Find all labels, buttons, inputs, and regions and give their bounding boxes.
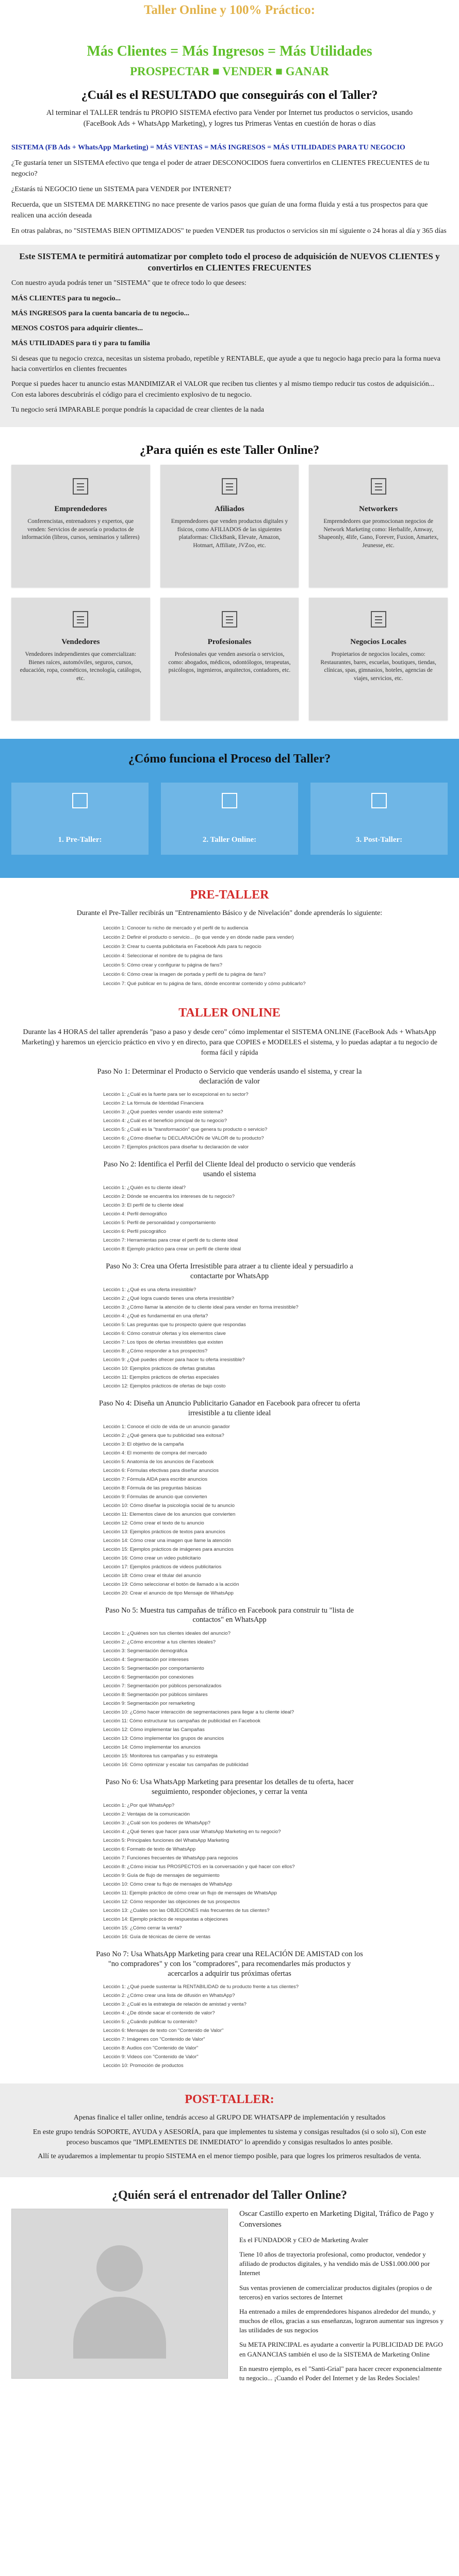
lesson-item: Lección 12: Cómo responder las objeciones de tus prospectos — [103, 1899, 240, 1905]
lesson-item: Lección 7: Qué publicar en tu página de fans, dónde encontrar contenido y cómo publicarlo? — [103, 980, 306, 987]
audience-card-title: Vendedores — [61, 638, 100, 647]
online-step-title: Paso No 7: Usa WhatsApp Marketing para crear una RELACIÓN DE AMISTAD con los "no compradores" y con los "compradores", para recomendarles más productos y acercarlos a adquirir tus próximas ofertas — [96, 1950, 363, 1978]
lesson-item: Lección 3: El perfil de tu cliente ideal — [103, 1202, 184, 1209]
lesson-item: Lección 1: ¿Qué puede sustentar la RENTABILIDAD de tu producto frente a tus clientes? — [103, 1984, 299, 1990]
how-steps — [0, 783, 459, 855]
lesson-item: Lección 13: Ejemplos prácticos de textos para anuncios — [103, 1529, 225, 1535]
audience-card-title: Networkers — [359, 505, 398, 514]
document-icon — [73, 611, 88, 628]
system-p4: En otras palabras, no "SISTEMAS BIEN OPTIMIZADOS" te pueden VENDER tus productos o servicios sin mí siguiente o 24 horas al día y 365 días — [11, 227, 447, 235]
post-heading: POST-TALLER: — [185, 2093, 274, 2107]
benefit-income: MÁS INGRESOS para la cuenta bancaria de tu negocio... — [11, 309, 189, 317]
trainer-heading: ¿Quién será el entrenador del Taller Online? — [111, 2188, 348, 2202]
lesson-item: Lección 6: Formato de texto de WhatsApp — [103, 1846, 196, 1852]
hero-title: Taller Online y 100% Práctico: — [144, 3, 315, 17]
lesson-item: Lección 10: Ejemplos prácticos de ofertas gratuitas — [103, 1365, 216, 1371]
lesson-item: Lección 6: Cómo construir ofertas y los elementos clave — [103, 1330, 226, 1336]
automation-p1: Si deseas que tu negocio crezca, necesitas un sistema probado, repetible y RENTABLE, que ayude a que tu negocio haga precio para la forma nueva hacia convertirlos en clientes frecuentes — [11, 354, 440, 374]
lesson-item: Lección 7: Fórmula AIDA para escribir anuncios — [103, 1476, 208, 1482]
lesson-item: Lección 8: Ejemplo práctico para crear un perfil de cliente ideal — [103, 1246, 241, 1252]
lesson-item: Lección 1: Conocer tu nicho de mercado y el perfil de tu audiencia — [103, 925, 249, 931]
lesson-item: Lección 6: Mensajes de texto con "Contenido de Valor" — [103, 2028, 224, 2034]
pretaller-lessons — [103, 924, 459, 989]
lesson-item: Lección 5: Las preguntas que tu prospecto quiere que respondas — [103, 1321, 246, 1328]
lesson-item: Lección 4: Perfil demográfico — [103, 1211, 167, 1217]
automation-intro: Con nuestro ayuda podrás tener un "SISTEMA" que te ofrece todo lo que desees: — [11, 279, 247, 287]
trainer-p4: Ha entrenado a miles de emprendedores hispanos alrededor del mundo, y muchos de ellos, gracias a sus enseñanzas, lograron aumentar sus ingresos y las utilidades de sus negocios — [239, 2307, 444, 2334]
lesson-item: Lección 13: Cómo implementar los grupos de anuncios — [103, 1736, 224, 1742]
lesson-item: Lección 8: Segmentación por públicos similares — [103, 1692, 208, 1698]
lesson-item: Lección 6: Fórmulas efectivas para diseñar anuncios — [103, 1467, 219, 1473]
audience-card-title: Afiliados — [215, 505, 244, 514]
audience-section — [0, 444, 459, 720]
document-icon — [371, 478, 386, 495]
online-step — [0, 1067, 459, 1152]
lesson-item: Lección 8: Audios con "Contenido de Valor" — [103, 2045, 199, 2052]
process-step-card — [161, 783, 298, 855]
audience-cards — [0, 465, 459, 720]
automation-band — [0, 245, 459, 427]
lesson-item: Lección 1: ¿Cuál es la fuerte para ser lo excepcional en tu sector? — [103, 1092, 249, 1098]
lesson-item: Lección 2: ¿Cómo crear una lista de difusión en WhatsApp? — [103, 1993, 235, 1999]
lesson-item: Lección 3: ¿Cómo llamar la atención de tu cliente ideal para vender en forma irresistible? — [103, 1304, 299, 1310]
audience-card-text: Propietarios de negocios locales, como: Restaurantes, bares, escuelas, boutiques, tiendas, clínicas, spas, gimnasios, hoteles, agencias de viajes, servicios, etc. — [320, 651, 436, 682]
online-step-title: Paso No 3: Crea una Oferta Irresistible para atraer a tu cliente ideal y persuadirlo a contactarte por WhatsApp — [106, 1262, 353, 1280]
lesson-item: Lección 12: Ejemplos prácticos de ofertas de bajo costo — [103, 1383, 226, 1389]
lesson-item: Lección 11: Ejemplo práctico de cómo crear un flujo de mensajes de WhatsApp — [103, 1890, 277, 1896]
online-step — [0, 1399, 459, 1598]
trainer-photo — [11, 2209, 228, 2379]
lesson-item: Lección 8: ¿Cómo responder a tus prospectos? — [103, 1348, 208, 1354]
lesson-item: Lección 16: Guía de técnicas de cierre de ventas — [103, 1934, 210, 1940]
lesson-item: Lección 8: Fórmula de las preguntas básicas — [103, 1485, 202, 1491]
result-section — [0, 89, 459, 129]
lesson-item: Lección 15: ¿Cómo cerrar la venta? — [103, 1925, 182, 1931]
lesson-item: Lección 2: ¿Cómo encontrar a tus clientes ideales? — [103, 1639, 216, 1646]
system-headline: SISTEMA (FB Ads + WhatsApp Marketing) = MÁS VENTAS = MÁS INGRESOS = MÁS UTILIDADES PARA TU NEGOCIO — [11, 144, 405, 152]
trainer-p2: Tiene 10 años de trayectoria profesional, como productor, vendedor y afiliado de productos digitales, y ha vendido más de US$1.000.000 por Internet — [239, 2250, 430, 2277]
lesson-item: Lección 4: Segmentación por intereses — [103, 1657, 189, 1663]
post-p3: Allí te ayudaremos a implementar tu propio SISTEMA en el menor tiempo posible, para que logres los primeros resultados de venta. — [38, 2153, 421, 2161]
lesson-item: Lección 18: Cómo crear el titular del anuncio — [103, 1572, 201, 1579]
online-step-title: Paso No 5: Muestra tus campañas de tráfico en Facebook para construir tu "lista de contactos" en WhatsApp — [105, 1606, 354, 1624]
lesson-item: Lección 6: Cómo crear la imagen de portada y perfil de tu página de fans? — [103, 971, 266, 977]
automation-p3: Tu negocio será IMPARABLE porque pondrás la capacidad de crear clientes de la nada — [11, 405, 264, 414]
pretaller-text: Durante el Pre-Taller recibirás un "Entrenamiento Básico y de Nivelación" donde aprenderás lo siguiente: — [76, 909, 383, 918]
process-step-card — [310, 783, 448, 855]
process-step-label: 3. Post-Taller: — [355, 836, 403, 844]
result-heading: ¿Cuál es el RESULTADO que conseguirás con el Taller? — [81, 89, 378, 102]
lesson-item: Lección 7: Herramientas para crear el perfil de tu cliente ideal — [103, 1238, 238, 1244]
audience-card — [309, 598, 448, 720]
trainer-p5: Su META PRINCIPAL es ayudarte a convertir la PUBLICIDAD DE PAGO en GANANCIAS también el uso de la SISTEMA de Marketing Online — [239, 2341, 443, 2358]
lesson-item: Lección 10: Cómo crear tu flujo de mensajes de WhatsApp — [103, 1881, 233, 1887]
pretaller-heading: PRE-TALLER — [190, 888, 269, 902]
lesson-item: Lección 3: Crear tu cuenta publicitaria en Facebook Ads para tu negocio — [103, 943, 261, 950]
lesson-item: Lección 10: Cómo diseñar la psicología social de tu anuncio — [103, 1502, 235, 1509]
lesson-item: Lección 3: ¿Cuál son los poderes de WhatsApp? — [103, 1820, 210, 1826]
online-heading: TALLER ONLINE — [178, 1006, 281, 1020]
online-step-lessons — [103, 1090, 459, 1151]
system-p2: ¿Estarás tú NEGOCIO tiene un SISTEMA para VENDER por INTERNET? — [11, 185, 232, 193]
audience-card-title: Profesionales — [207, 638, 252, 647]
trainer-p6: En nuestro ejemplo, es el "Santi-Grial" para hacer crecer exponencialmente tu negocio... ¡Cuando el Poder del Internet y de las Redes Sociales! — [239, 2364, 442, 2382]
automation-p2: Porque si puedes hacer tu anuncio estas MANDIMIZAR el VALOR que reciben tus clientes y al mismo tiempo reducir tus costos de adquisición... Con esta labores descubrirás el código para el crecimiento explosivo de tu negocio. — [11, 380, 435, 399]
audience-card-title: Negocios Locales — [350, 638, 407, 647]
trainer-p3: Sus ventas provienen de comercializar productos digitales (propios o de terceros) en varios sectores de Internet — [239, 2283, 432, 2301]
audience-card-title: Emprendedores — [54, 505, 107, 514]
post-p1: Apenas finalice el taller online, tendrás acceso al GRUPO DE WHATSAPP de implementación y resultados — [73, 2114, 386, 2122]
online-step-lessons — [103, 1422, 459, 1598]
lesson-item: Lección 1: ¿Quién es tu cliente ideal? — [103, 1185, 186, 1191]
lesson-item: Lección 1: ¿Por qué WhatsApp? — [103, 1802, 175, 1808]
trainer-section — [0, 2189, 459, 2388]
benefit-clients: MÁS CLIENTES para tu negocio... — [11, 294, 121, 302]
lesson-item: Lección 6: Segmentación por conexiones — [103, 1674, 194, 1681]
lesson-item: Lección 4: ¿De dónde sacar el contenido de valor? — [103, 2010, 215, 2016]
document-icon — [371, 611, 386, 628]
lesson-item: Lección 1: ¿Quiénes son tus clientes ideales del anuncio? — [103, 1631, 231, 1637]
lesson-item: Lección 4: ¿Cuál es el beneficio principal de tu negocio? — [103, 1118, 227, 1124]
pretaller-section — [0, 888, 459, 989]
audience-heading: ¿Para quién es este Taller Online? — [139, 444, 320, 457]
lesson-item: Lección 2: ¿Qué genera que tu publicidad sea exitosa? — [103, 1432, 224, 1438]
lesson-item: Lección 16: Cómo crear un video publicitario — [103, 1555, 201, 1561]
online-step-lessons — [103, 1285, 459, 1391]
automation-heading: Este SISTEMA te permitirá automatizar por completo todo el proceso de adquisición de NUEVOS CLIENTES y convertirlos en CLIENTES FRECUENTES — [19, 251, 440, 273]
lesson-item: Lección 12: Cómo crear el texto de tu anuncio — [103, 1520, 204, 1526]
lesson-item: Lección 4: ¿Qué tienes que hacer para usar WhatsApp Marketing en tu negocio? — [103, 1828, 281, 1835]
trainer-p1: Es el FUNDADOR y CEO de Marketing Avaler — [239, 2235, 368, 2244]
lesson-item: Lección 7: Ejemplos prácticos para diseñar tu declaración de valor — [103, 1144, 249, 1150]
audience-card-text: Emprendedores que venden productos digitales y físicos, como AFILIADOS de las siguientes plataformas: ClickBank, Elevate, Amazon, Hotmart, Affiliate, JVZoo, etc. — [171, 518, 288, 549]
process-step-label: 1. Pre-Taller: — [58, 836, 102, 844]
lesson-item: Lección 11: Ejemplos prácticos de ofertas especiales — [103, 1374, 219, 1380]
lesson-item: Lección 6: ¿Cómo diseñar tu DECLARACIÓN de VALOR de tu producto? — [103, 1136, 264, 1142]
lesson-item: Lección 3: ¿Cuál es la estrategia de relación de amistad y venta? — [103, 2002, 247, 2008]
document-icon — [73, 478, 88, 495]
system-section — [0, 143, 459, 236]
lesson-item: Lección 2: ¿Qué logra cuando tienes una oferta irresistible? — [103, 1295, 234, 1301]
online-step-lessons — [103, 1982, 459, 2070]
lesson-item: Lección 14: Ejemplo práctico de respuestas a objeciones — [103, 1916, 228, 1922]
lesson-item: Lección 7: Funciones frecuentes de WhatsApp para negocios — [103, 1855, 238, 1861]
online-step-title: Paso No 2: Identifica el Perfil del Cliente Ideal del producto o servicio que venderás usando el sistema — [103, 1160, 356, 1179]
lesson-item: Lección 5: Anatomía de los anuncios de Facebook — [103, 1459, 214, 1465]
lesson-item: Lección 4: El momento de compra del mercado — [103, 1450, 207, 1456]
process-step-card — [11, 783, 149, 855]
online-steps — [0, 1067, 459, 2071]
lesson-item: Lección 9: ¿Qué puedes ofrecer para hacer tu oferta irresistible? — [103, 1357, 245, 1363]
online-step-title: Paso No 6: Usa WhatsApp Marketing para presentar los detalles de tu oferta, hacer seguimiento, responder objeciones, y cerrar la venta — [105, 1778, 354, 1797]
online-step-lessons — [103, 1801, 459, 1941]
system-p1: ¿Te gustaría tener un SISTEMA efectivo que tenga el poder de atraer DESCONOCIDOS fuera convertirlos en CLIENTES FRECUENTES de tu negocio? — [11, 159, 430, 178]
audience-card-text: Conferencistas, entrenadores y expertos, que venden: Servicios de asesoría o productos de información (libros, cursos, seminarios y talleres) — [22, 518, 140, 541]
system-p3: Recuerda, que un SISTEMA DE MARKETING no nace presente de varios pasos que guían de una forma fluida y está a tus prospectos para que realicen una acción deseada — [11, 201, 428, 219]
document-icon — [222, 478, 237, 495]
lesson-item: Lección 10: ¿Cómo hacer interacción de segmentaciones para llegar a tu cliente ideal? — [103, 1709, 294, 1716]
post-section — [0, 2083, 459, 2177]
lesson-item: Lección 2: Dónde se encuentra los intereses de tu negocio? — [103, 1194, 235, 1200]
lesson-item: Lección 19: Cómo seleccionar el botón de llamado a la acción — [103, 1581, 239, 1587]
lesson-item: Lección 5: ¿Cuándo publicar tu contenido? — [103, 2019, 198, 2025]
audience-card-text: Profesionales que venden asesoría o servicios, como: abogados, médicos, odontólogos, terapeutas, psicólogos, ingenieros, arquitectos, contadores, etc. — [168, 651, 291, 674]
lesson-item: Lección 1: Conoce el ciclo de vida de un anuncio ganador — [103, 1423, 230, 1430]
lesson-item: Lección 1: ¿Qué es una oferta irresistible? — [103, 1286, 196, 1293]
lesson-item: Lección 2: Ventajas de la comunicación — [103, 1811, 190, 1817]
lesson-item: Lección 10: Promoción de productos — [103, 2063, 184, 2069]
online-step — [0, 1950, 459, 2071]
online-step-lessons — [103, 1183, 459, 1253]
lesson-item: Lección 15: Monitorea tus campañas y su estrategia — [103, 1753, 218, 1759]
lesson-item: Lección 5: ¿Cuál es la "transformación" que genera tu producto o servicio? — [103, 1127, 268, 1133]
audience-card — [160, 598, 299, 720]
document-icon — [222, 611, 237, 628]
lesson-item: Lección 3: El objetivo de la campaña — [103, 1441, 184, 1447]
post-p2: En este grupo tendrás SOPORTE, AYUDA y ASESORÍA, para que implementes tu sistema y consigas resultados (si o solo si), Con este proceso buscamos que "IMPLEMENTES DE INMEDIATO" lo aprendido y consigas resultados lo antes posible. — [32, 2128, 427, 2146]
lesson-item: Lección 5: Principales funciones del WhatsApp Marketing — [103, 1837, 230, 1843]
trainer-bio — [239, 2209, 448, 2388]
benefit-profits: MÁS UTILIDADES para ti y para tu familia — [11, 340, 150, 348]
lesson-item: Lección 11: Elementos clave de los anuncios que convierten — [103, 1511, 236, 1517]
lesson-item: Lección 20: Crear el anuncio de tipo Mensaje de WhatsApp — [103, 1590, 234, 1596]
online-step-title: Paso No 1: Determinar el Producto o Servicio que venderás usando el sistema, y crear la declaración de valor — [97, 1067, 362, 1086]
document-icon — [371, 793, 387, 808]
lesson-item: Lección 2: La fórmula de Identidad Financiera — [103, 1100, 204, 1107]
lesson-item: Lección 9: Segmentación por remarketing — [103, 1701, 195, 1707]
online-text: Durante las 4 HORAS del taller aprenderás "paso a paso y desde cero" cómo implementar el SISTEMA ONLINE (FaceBook Ads + WhatsApp Marketing) y haremos un ejercicio práctico en vivo y en directo, para que COPIES e MODELES el sistema, y lo puedas adaptar a tu negocio de forma fácil y rápida — [22, 1028, 437, 1057]
audience-card-text: Emprendedores que promocionan negocios de Network Marketing como: Herbalife, Amway, Shapeonly, 4life, Gano, Forever, Fuxion, Amartex, Jeunesse, etc. — [318, 518, 439, 549]
hero-subheadline: PROSPECTAR ■ VENDER ■ GANAR — [129, 65, 329, 78]
lesson-item: Lección 4: ¿Qué es fundamental en una oferta? — [103, 1313, 208, 1319]
lesson-item: Lección 2: Definir el producto o servicio... (lo que vende y en dónde nadie para vender) — [103, 934, 294, 940]
document-icon — [72, 793, 88, 808]
audience-card-text: Vendedores independientes que comercializan: Bienes raíces, automóviles, seguros, cursos, educación, ropa, cosméticos, tecnología, catálogos, etc. — [20, 651, 141, 682]
lesson-item: Lección 3: ¿Qué puedes vender usando este sistema? — [103, 1109, 223, 1115]
online-section — [0, 1006, 459, 2071]
audience-card — [11, 598, 150, 720]
lesson-item: Lección 9: Guía de flujo de mensajes de seguimiento — [103, 1872, 220, 1878]
lesson-item: Lección 7: Los tipos de ofertas irresistibles que existen — [103, 1339, 223, 1345]
lesson-item: Lección 5: Cómo crear y configurar tu página de fans? — [103, 962, 222, 968]
lesson-item: Lección 4: Seleccionar el nombre de tu página de fans — [103, 953, 223, 959]
online-step — [0, 1262, 459, 1391]
online-step-lessons — [103, 1629, 459, 1769]
lesson-item: Lección 13: ¿Cuáles son las OBJECIONES más frecuentes de tus clientes? — [103, 1907, 270, 1913]
lesson-item: Lección 14: Cómo crear una imagen que llame la atención — [103, 1537, 231, 1544]
process-step-label: 2. Taller Online: — [202, 836, 257, 844]
audience-card — [160, 465, 299, 587]
lesson-item: Lección 3: Segmentación demográfica — [103, 1648, 188, 1654]
lesson-item: Lección 12: Cómo implementar las Campañas — [103, 1727, 205, 1733]
lesson-item: Lección 16: Cómo optimizar y escalar tus campañas de publicidad — [103, 1762, 249, 1768]
lesson-item: Lección 11: Cómo estructurar tus campañas de publicidad en Facebook — [103, 1718, 260, 1724]
document-icon — [222, 793, 237, 808]
lesson-item: Lección 15: Ejemplos prácticos de imágenes para anuncios — [103, 1546, 234, 1552]
hero-section — [0, 0, 459, 77]
result-text: Al terminar el TALLER tendrás tu PROPIO SISTEMA efectivo para Vender por Internet tus productos o servicios, usando (FaceBook Ads + WhatsApp Marketing), y logres tus Primeras Ventas en cuestión de horas o días — [46, 109, 413, 128]
how-section — [0, 739, 459, 878]
lesson-item: Lección 17: Ejemplos prácticos de videos publicitarios — [103, 1564, 222, 1570]
lesson-item: Lección 9: Fórmulas de anuncio que convierten — [103, 1494, 207, 1500]
lesson-item: Lección 5: Segmentación por comportamiento — [103, 1666, 204, 1672]
lesson-item: Lección 6: Perfil psicográfico — [103, 1229, 167, 1235]
audience-card — [309, 465, 448, 587]
audience-card — [11, 465, 150, 587]
online-step-title: Paso No 4: Diseña un Anuncio Publicitario Ganador en Facebook para ofrecer tu oferta irresistible a tu cliente ideal — [99, 1399, 360, 1417]
online-step — [0, 1606, 459, 1770]
lesson-item: Lección 5: Perfil de personalidad y comportamiento — [103, 1220, 216, 1226]
lesson-item: Lección 14: Cómo implementar los anuncios — [103, 1744, 201, 1751]
hero-headline: Más Clientes = Más Ingresos = Más Utilidades — [87, 43, 372, 59]
online-step — [0, 1777, 459, 1941]
lesson-item: Lección 7: Segmentación por públicos personalizados — [103, 1683, 222, 1689]
online-step — [0, 1160, 459, 1253]
how-heading: ¿Cómo funciona el Proceso del Taller? — [128, 752, 331, 766]
lesson-item: Lección 9: Videos con "Contenido de Valor" — [103, 2054, 199, 2060]
lesson-item: Lección 7: Imágenes con "Contenido de Valor" — [103, 2037, 205, 2043]
trainer-name: Oscar Castillo experto en Marketing Digital, Tráfico de Pago y Conversiones — [239, 2209, 434, 2229]
benefit-costs: MENOS COSTOS para adquirir clientes... — [11, 325, 143, 333]
lesson-item: Lección 8: ¿Cómo iniciar tus PROSPECTOS en la conversación y qué hacer con ellos? — [103, 1863, 295, 1870]
